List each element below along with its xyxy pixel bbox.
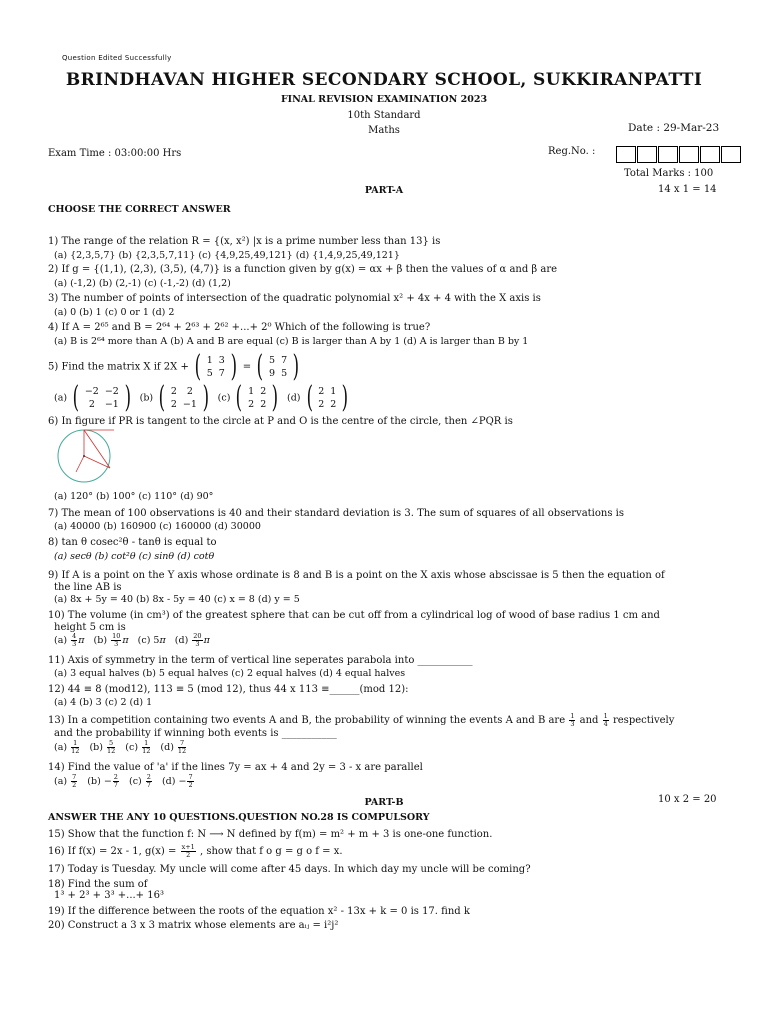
fraction: $\frac{1}{4}$ [603,712,608,728]
exam-time: Exam Time : 03:00:00 Hrs [48,148,182,159]
question-17: 17) Today is Tuesday. My uncle will come after 45 days. In which day my uncle will be coming? [48,864,531,875]
fraction: $\frac{5}{12}$ [106,739,116,755]
question-9-cont: the line AB is [54,582,122,593]
question-16-post: , show that f o g = g o f = x. [200,846,343,857]
question-11-options: (a) 3 equal halves (b) 5 equal halves (c) 2 equal halves (d) 4 equal halves [54,668,406,679]
circle-tangent-figure [54,428,124,488]
question-2: 2) If g = {(1,1), (2,3), (3,5), (4,7)} is a function given by g(x) = αx + β then the values of α and β are [48,264,558,275]
question-18: 18) Find the sum of [48,879,148,890]
part-a-instruction: CHOOSE THE CORRECT ANSWER [48,204,231,215]
fraction: $\frac{2}{7}$ [113,773,118,789]
question-20: 20) Construct a 3 x 3 matrix whose elements are aᵢⱼ = i²j² [48,920,339,931]
question-7: 7) The mean of 100 observations is 40 and their standard deviation is 3. The sum of squares of all observations is [48,508,624,519]
question-18-cont: 1³ + 2³ + 3³ +...+ 16³ [54,890,164,901]
part-b-title: PART-B [364,797,404,808]
matrix: ( 1 2 2 2 ) [236,380,279,415]
question-5-number: 5) [48,361,59,373]
fraction: $\frac{1}{12}$ [142,739,151,755]
part-a-title: PART-A [364,185,404,196]
question-14-options: (a) $\frac{7}{2}$ (b) − $\frac{2}{7}$ (c) $\frac{2}{7}$ (d) − $\frac{7}{2}$ [54,773,193,789]
question-11: 11) Axis of symmetry in the term of vertical line seperates parabola into ___________ [48,655,473,666]
exam-date: Date : 29-Mar-23 [628,122,720,134]
question-4: 4) If A = 2⁶⁵ and B = 2⁶⁴ + 2⁶³ + 2⁶² +...+ 2⁰ Which of the following is true? [48,322,431,333]
reg-no-label: Reg.No. : [548,146,596,157]
question-3-options: (a) 0 (b) 1 (c) 0 or 1 (d) 2 [54,307,175,318]
school-name: BRINDHAVAN HIGHER SECONDARY SCHOOL, SUKKIRANPATTI [65,70,703,90]
reg-box[interactable] [721,146,741,163]
question-13-resp: respectively [612,715,675,726]
question-13 [48,713,674,728]
question-5 [48,349,302,384]
matrix: ( 2 1 2 2 ) [306,380,349,415]
question-3: 3) The number of points of intersection of the quadratic polynomial x² + 4x + 4 with the X axis is [48,293,541,304]
fraction: $\frac{1}{12}$ [71,739,80,755]
question-19: 19) If the difference between the roots of the equation x² - 13x + k = 0 is 17. find k [48,906,470,917]
fraction: $\frac{10}{3}$ [112,632,121,648]
question-6-options: (a) 120° (b) 100° (c) 110° (d) 90° [54,491,214,502]
question-2-options: (a) (-1,2) (b) (2,-1) (c) (-1,-2) (d) (1,2) [54,278,231,289]
matrix: ( 1 3 5 7 ) [194,349,237,384]
fraction: $\frac{7}{2}$ [188,773,193,789]
question-10-cont: height 5 cm is [54,622,126,633]
question-4-options: (a) B is 2⁶⁴ more than A (b) A and B are equal (c) B is larger than A by 1 (d) A is larger than B by 1 [54,336,529,347]
fraction: $\frac{x+1}{2}$ [181,843,195,859]
question-5-options: (a) ( −2 −2 2 −1 ) (b) ( 2 2 2 −1 ) (c) ( 1 2 2 2 ) (d) ( 2 1 2 2 ) [54,383,351,413]
reg-box[interactable] [700,146,720,163]
matrix: ( 2 2 2 −1 ) [158,380,210,415]
fraction: $\frac{4}{3}$ [72,632,77,648]
question-10: 10) The volume (in cm³) of the greatest sphere that can be cut off from a cylindrical log of wood of base radius 1 cm and [48,610,660,621]
reg-box[interactable] [679,146,699,163]
question-16 [48,844,343,859]
part-b-instruction: ANSWER THE ANY 10 QUESTIONS.QUESTION NO.28 IS COMPULSORY [48,812,430,823]
fraction: $\frac{7}{2}$ [72,773,77,789]
question-13-options: (a) $\frac{1}{12}$ (b) $\frac{5}{12}$ (c) $\frac{1}{12}$ (d) $\frac{7}{12}$ [54,739,187,755]
question-8: 8) tan θ cosec²θ - tanθ is equal to [48,537,217,548]
question-13-text: 13) In a competition containing two events A and B, the probability of winning the events A and B are [48,715,566,726]
question-1: 1) The range of the relation R = {(x, x²) |x is a prime number less than 13} is [48,236,441,247]
reg-no-boxes[interactable] [615,146,741,163]
fraction: $\frac{2}{7}$ [146,773,151,789]
reg-box[interactable] [658,146,678,163]
matrix: ( 5 7 9 5 ) [256,349,300,384]
exam-title: FINAL REVISION EXAMINATION 2023 [280,94,488,105]
question-5-text: Find the matrix X if 2X + [61,361,189,373]
reg-no [548,146,741,163]
question-13-and: and [579,715,599,726]
part-a-marks: 14 x 1 = 14 [658,184,717,195]
status-notice: Question Edited Successfully [62,54,172,62]
fraction: $\frac{7}{12}$ [177,739,187,755]
equals-sign: = [242,361,252,373]
question-12: 12) 44 ≡ 8 (mod12), 113 ≡ 5 (mod 12), thus 44 x 113 ≡______(mod 12): [48,684,409,695]
question-9: 9) If A is a point on the Y axis whose ordinate is 8 and B is a point on the X axis whose abscissae is 5 then the equation of [48,570,665,581]
question-7-options: (a) 40000 (b) 160900 (c) 160000 (d) 30000 [54,521,261,532]
fraction: $\frac{1}{3}$ [570,712,575,728]
matrix: ( −2 −2 2 −1 ) [72,380,131,415]
question-1-options: (a) {2,3,5,7} (b) {2,3,5,7,11} (c) {4,9,25,49,121} (d) {1,4,9,25,49,121} [54,250,400,261]
part-b-marks: 10 x 2 = 20 [658,794,717,805]
standard: 10th Standard [347,110,421,121]
question-6: 6) In figure if PR is tangent to the circle at P and O is the centre of the circle, then ∠PQR is [48,416,513,427]
question-9-options: (a) 8x + 5y = 40 (b) 8x - 5y = 40 (c) x = 8 (d) y = 5 [54,594,300,605]
reg-box[interactable] [616,146,636,163]
subject: Maths [368,125,400,136]
question-12-options: (a) 4 (b) 3 (c) 2 (d) 1 [54,697,153,708]
question-16-pre: 16) If f(x) = 2x - 1, g(x) = [48,846,177,857]
reg-box[interactable] [637,146,657,163]
question-15: 15) Show that the function f: N ⟶ N defined by f(m) = m² + m + 3 is one-one function. [48,829,493,840]
question-13-cont: and the probability if winning both events is ___________ [54,728,337,739]
question-8-options: (a) secθ (b) cot²θ (c) sinθ (d) cotθ [54,551,215,562]
total-marks: Total Marks : 100 [624,168,714,179]
fraction: $\frac{20}{3}$ [193,632,202,648]
question-14: 14) Find the value of 'a' if the lines 7y = ax + 4 and 2y = 3 - x are parallel [48,762,423,773]
question-10-options: (a) $\frac{4}{3}$ π (b) $\frac{10}{3}$ π (c) 5π (d) $\frac{20}{3}$ π [54,632,210,648]
